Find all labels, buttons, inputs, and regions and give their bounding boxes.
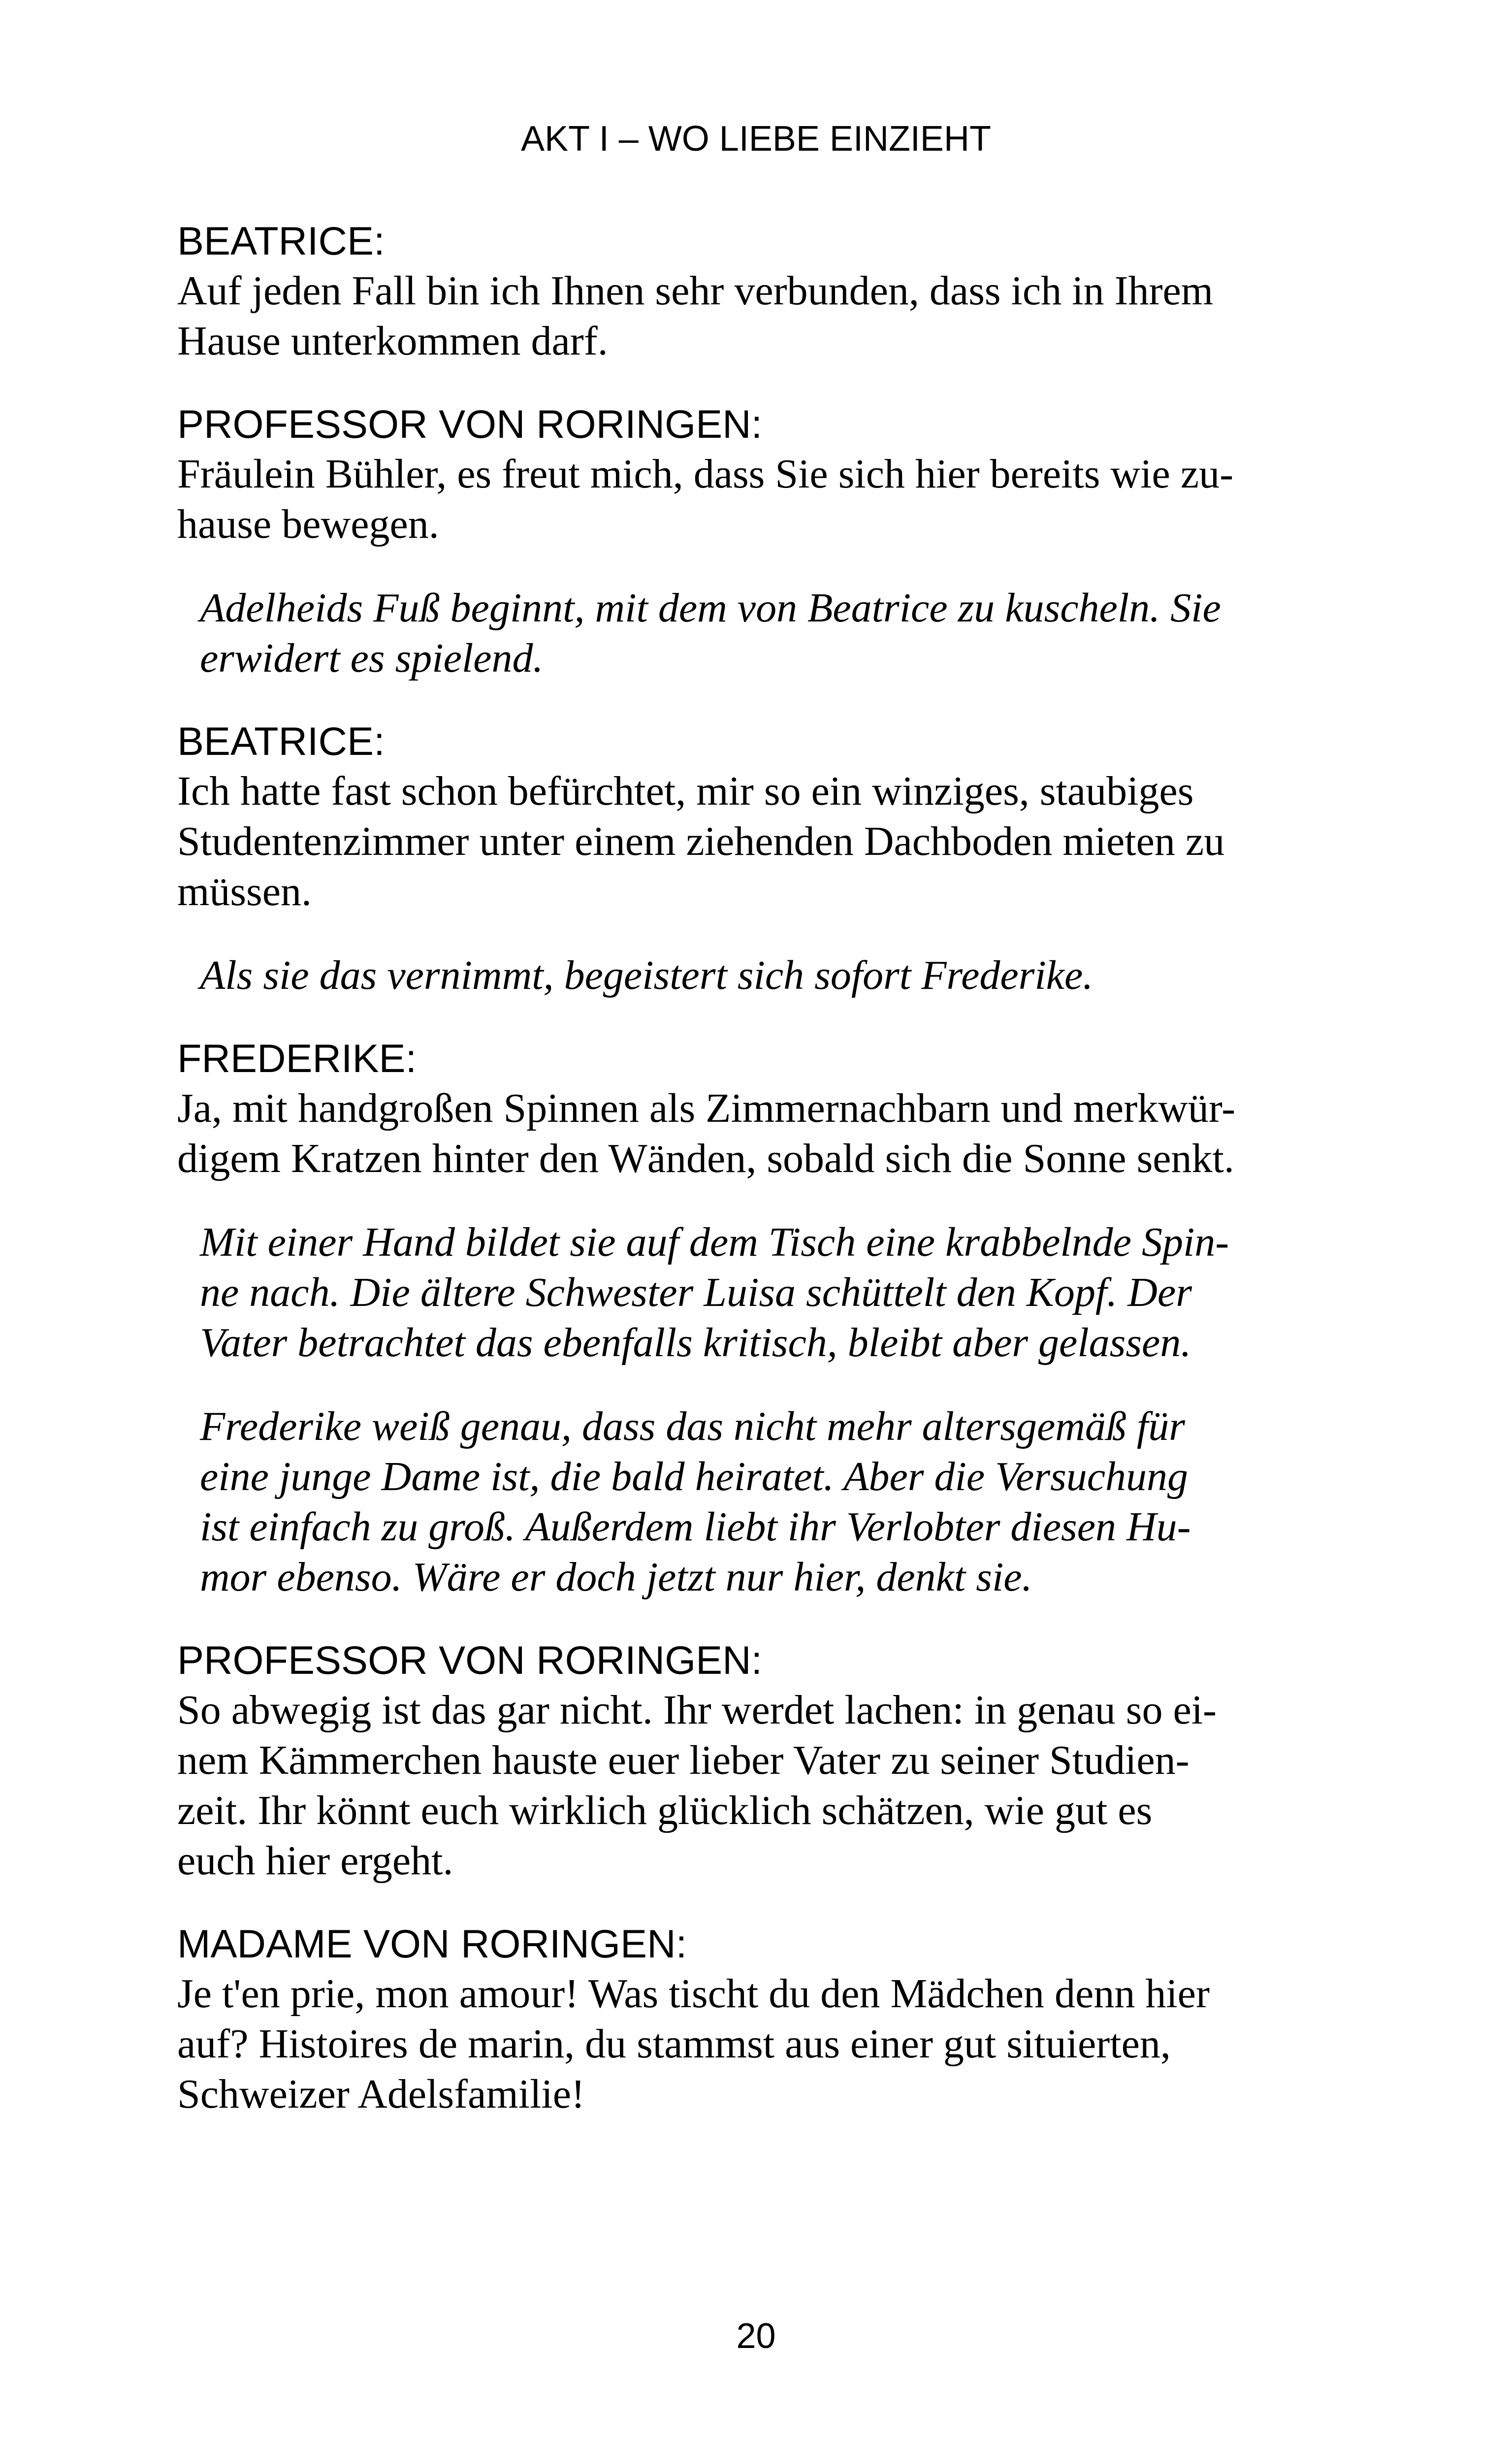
dialogue-frederike-1 [177,1034,1310,1184]
dialogue-madame-1 [177,1920,1310,2119]
direction-line: mor ebenso. Wäre er doch jetzt nur hier, denkt sie. [200,1554,1032,1600]
script-body [177,217,1310,2153]
speech-line: Schweizer Adelsfamilie! [177,2071,585,2117]
running-header: AKT I – WO LIEBE EINZIEHT [521,119,991,159]
speech-line: zeit. Ihr könnt euch wirklich glücklich schätzen, wie gut es [177,1788,1153,1833]
speaker-name: FREDERIKE: [177,1037,417,1081]
direction-line: eine junge Dame ist, die bald heiratet. Aber die Versuchung [200,1454,1189,1499]
stage-direction-4 [200,1401,1310,1602]
speech-line: Fräulein Bühler, es freut mich, dass Sie sich hier bereits wie zu- [177,451,1234,497]
speech-text [177,1083,1310,1184]
speech-line: Ja, mit handgroßen Spinnen als Zimmernachbarn und merkwür- [177,1085,1236,1131]
speaker-name: PROFESSOR VON RORINGEN: [177,402,763,447]
speech-line: Auf jeden Fall bin ich Ihnen sehr verbunden, dass ich in Ihrem [177,268,1214,314]
speech-line: digem Kratzen hinter den Wänden, sobald sich die Sonne senkt. [177,1136,1234,1181]
speech-line: Je t'en prie, mon amour! Was tischt du den Mädchen denn hier [177,1971,1210,2017]
speaker-name: BEATRICE: [177,719,385,764]
speaker-name: BEATRICE: [177,219,385,263]
direction-line: Mit einer Hand bildet sie auf dem Tisch eine krabbelnde Spin- [200,1219,1229,1265]
speech-text [177,266,1310,366]
speech-text [177,1969,1310,2119]
direction-line: Frederike weiß genau, dass das nicht mehr altersgemäß für [200,1403,1185,1449]
stage-direction-3 [200,1217,1310,1368]
speech-line: euch hier ergeht. [177,1838,453,1884]
speech-line: nem Kämmerchen hauste euer lieber Vater zu seiner Studien- [177,1737,1190,1783]
direction-line: ne nach. Die ältere Schwester Luisa schüttelt den Kopf. Der [200,1270,1192,1315]
speech-line: auf? Histoires de marin, du stammst aus einer gut situierten, [177,2021,1171,2067]
speech-text [177,449,1310,550]
dialogue-professor-1 [177,400,1310,550]
direction-line: Vater betrachtet das ebenfalls kritisch, bleibt aber gelassen. [200,1320,1191,1366]
speech-line: So abwegig ist das gar nicht. Ihr werdet lachen: in genau so ei- [177,1687,1217,1733]
direction-line: erwidert es spielend. [200,635,544,681]
dialogue-beatrice-1 [177,217,1310,366]
stage-direction-1 [200,583,1310,684]
speech-text [177,1685,1310,1886]
speech-text [177,766,1310,917]
page-number: 20 [736,2316,776,2356]
speech-line: Hause unterkommen darf. [177,318,608,364]
direction-line: Als sie das vernimmt, begeistert sich sofort Frederike. [200,952,1094,998]
direction-line: Adelheids Fuß beginnt, mit dem von Beatrice zu kuscheln. Sie [200,585,1221,631]
speech-line: Studentenzimmer unter einem ziehenden Dachboden mieten zu [177,818,1225,864]
speech-line: müssen. [177,869,312,914]
direction-line: ist einfach zu groß. Außerdem liebt ihr Verlobter diesen Hu- [200,1504,1191,1550]
stage-direction-2 [200,950,1310,1001]
dialogue-beatrice-2 [177,717,1310,917]
speaker-name: MADAME VON RORINGEN: [177,1922,687,1966]
speech-line: Ich hatte fast schon befürchtet, mir so ein winziges, staubiges [177,768,1194,814]
speaker-name: PROFESSOR VON RORINGEN: [177,1638,763,1683]
dialogue-professor-2 [177,1636,1310,1886]
speech-line: hause bewegen. [177,501,439,547]
